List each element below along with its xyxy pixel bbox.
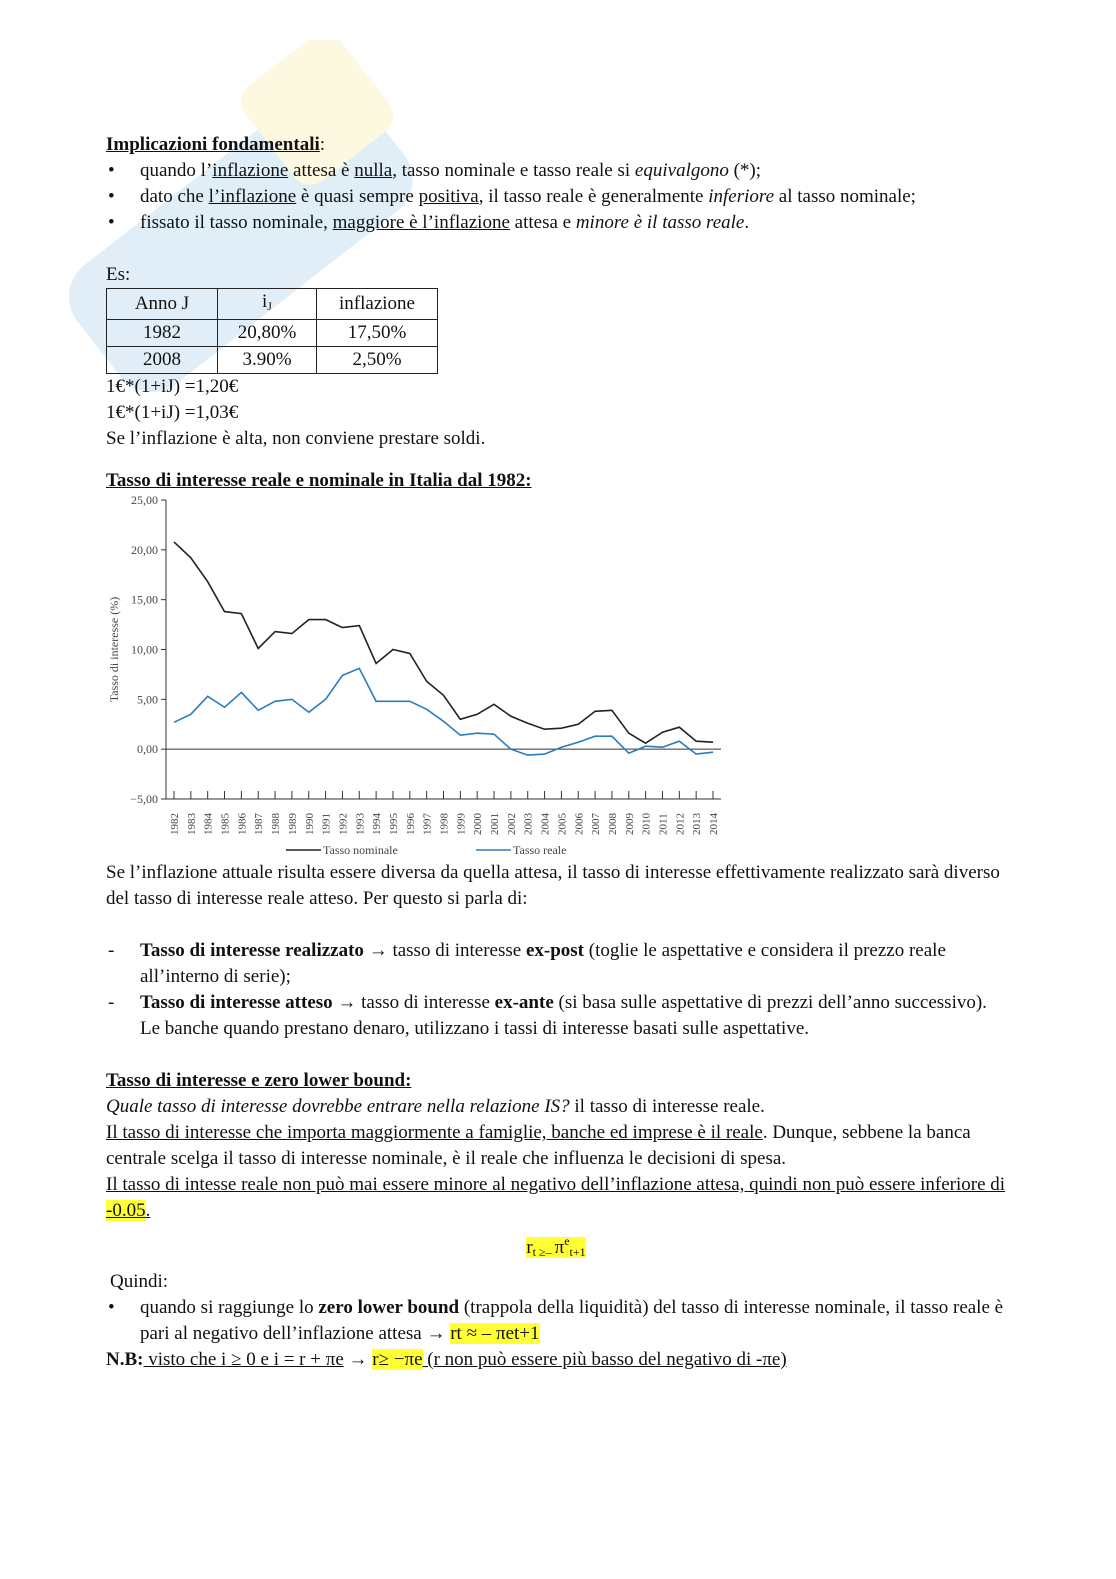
x-tick-label: 1993: [354, 813, 367, 835]
x-tick-label: 1995: [387, 813, 400, 835]
example-label: Es:: [106, 264, 131, 285]
table-cell: 3.90%: [218, 347, 317, 374]
example-note: Se l’inflazione è alta, non conviene prestare soldi.: [106, 428, 486, 449]
table-header-cell: inflazione: [317, 289, 438, 320]
x-tick-label: 1986: [236, 813, 249, 835]
table-cell: 2008: [107, 347, 218, 374]
x-tick-label: 1988: [270, 813, 283, 835]
y-tick-label: 0,00: [137, 742, 158, 757]
list-item: • quando l’inflazione attesa è nulla, tasso nominale e tasso reale si equivalgono (*);: [106, 158, 1006, 184]
y-tick-label: 5,00: [137, 692, 158, 707]
x-tick-label: 2014: [708, 813, 720, 835]
chart-section-title: Tasso di interesse reale e nominale in Italia dal 1982:: [106, 470, 532, 491]
x-tick-label: 1999: [455, 813, 468, 835]
x-tick-label: 2003: [522, 813, 535, 835]
x-tick-label: 1992: [337, 813, 350, 835]
table-cell: 20,80%: [218, 320, 317, 347]
x-tick-label: 1997: [421, 813, 434, 835]
x-tick-label: 2001: [489, 813, 502, 835]
rate-types-list: [106, 938, 1006, 1042]
list-item: • dato che l’inflazione è quasi sempre positiva, il tasso reale è generalmente inferiore al tasso nominale;: [106, 184, 1006, 210]
table-header-cell: $i_J$: [218, 289, 317, 320]
x-tick-label: 1983: [185, 813, 198, 835]
x-tick-label: 2000: [472, 813, 485, 835]
series-line-tasso-reale: [174, 668, 713, 755]
x-tick-label: 1990: [303, 813, 316, 835]
y-tick-label: 20,00: [131, 542, 158, 557]
table-cell: 1982: [107, 320, 218, 347]
x-tick-label: 1994: [371, 813, 384, 835]
y-axis-label: Tasso di interesse (%): [107, 596, 121, 703]
table-row: [107, 347, 438, 374]
list-item: • quando si raggiunge lo zero lower bound (trappola della liquidità) del tasso di interesse nominale, il tasso reale è pari al negativo dell’inflazione attesa → rt ≈ – πet+1: [106, 1295, 1006, 1347]
x-tick-label: 2011: [657, 813, 670, 835]
x-tick-label: 2007: [590, 813, 603, 835]
paragraph: Quale tasso di interesse dovrebbe entrare nella relazione IS? il tasso di interesse reale.: [106, 1096, 765, 1117]
section3-title: Tasso di interesse e zero lower bound:: [106, 1070, 412, 1091]
legend-label: Tasso reale: [513, 843, 567, 857]
x-tick-label: 2012: [674, 813, 687, 835]
x-tick-label: 1984: [202, 813, 215, 835]
list-item: - Tasso di interesse atteso → tasso di interesse ex-ante (si basa sulle aspettative di prezzi dell’anno successivo). Le banche quando prestano denaro, utilizzano i tassi di interesse basati sulle aspettative.: [106, 990, 1006, 1042]
calc-line-2: 1€*(1+iJ) =1,03€: [106, 402, 239, 423]
x-tick-label: 1996: [404, 813, 417, 835]
x-tick-label: 2005: [556, 813, 569, 835]
table-header-cell: Anno J: [107, 289, 218, 320]
section1-title: Implicazioni fondamentali:: [106, 134, 326, 155]
y-tick-label: 25,00: [131, 494, 158, 507]
table-cell: 2,50%: [317, 347, 438, 374]
quindi-label: Quindi:: [110, 1271, 169, 1292]
zlb-list: [106, 1295, 1006, 1347]
chart-svg: [106, 494, 726, 860]
x-tick-label: 1987: [253, 813, 266, 835]
formula: [106, 1228, 1006, 1265]
implications-list: [106, 158, 1006, 236]
x-tick-label: 2013: [691, 813, 704, 835]
x-tick-label: 2010: [640, 813, 653, 835]
series-line-tasso-nominale: [174, 542, 713, 743]
y-tick-label: 10,00: [131, 642, 158, 657]
x-tick-label: 2004: [539, 813, 552, 835]
x-tick-label: 1985: [219, 813, 232, 835]
highlighted-formula: $r_t$ $_{\ge-}$ $\pi^e_{t+1}$: [526, 1234, 586, 1259]
paragraph: Il tasso di interesse che importa maggiormente a famiglie, banche ed imprese è il reale. Dunque, sebbene la banca centrale scelga il tasso di interesse nominale, è il reale che influenza le decisioni di spesa.: [106, 1122, 971, 1169]
y-tick-label: −5,00: [130, 792, 158, 806]
x-tick-label: 2009: [623, 813, 636, 835]
list-item: • fissato il tasso nominale, maggiore è l’inflazione attesa e minore è il tasso reale.: [106, 210, 1006, 236]
example-table: [106, 288, 438, 374]
interest-rate-chart: [106, 494, 726, 860]
table-header-row: [107, 289, 438, 320]
table-row: [107, 320, 438, 347]
paragraph: Se l’inflazione attuale risulta essere diversa da quella attesa, il tasso di interesse effettivamente realizzato sarà diverso del tasso di interesse reale atteso. Per questo si parla di:: [106, 862, 1000, 909]
y-tick-label: 15,00: [131, 592, 158, 607]
x-tick-label: 1998: [438, 813, 451, 835]
table-cell: 17,50%: [317, 320, 438, 347]
x-tick-label: 2008: [606, 813, 619, 835]
x-tick-label: 2006: [573, 813, 586, 835]
nb-line: N.B: visto che i ≥ 0 e i = r + πe → r≥ −πe (r non può essere più basso del negativo di -πe): [106, 1349, 787, 1370]
document-body: [106, 132, 1006, 1373]
x-tick-label: 1991: [320, 813, 333, 835]
legend-label: Tasso nominale: [323, 843, 398, 857]
x-tick-label: 1982: [169, 813, 181, 835]
x-tick-label: 1989: [286, 813, 299, 835]
list-item: - Tasso di interesse realizzato → tasso di interesse ex-post (toglie le aspettative e considera il prezzo reale all’interno di serie);: [106, 938, 1006, 990]
calc-line-1: 1€*(1+iJ) =1,20€: [106, 376, 239, 397]
x-tick-label: 2002: [505, 813, 518, 835]
paragraph: Il tasso di intesse reale non può mai essere minore al negativo dell’inflazione attesa, quindi non può essere inferiore di -0.05.: [106, 1174, 1006, 1221]
